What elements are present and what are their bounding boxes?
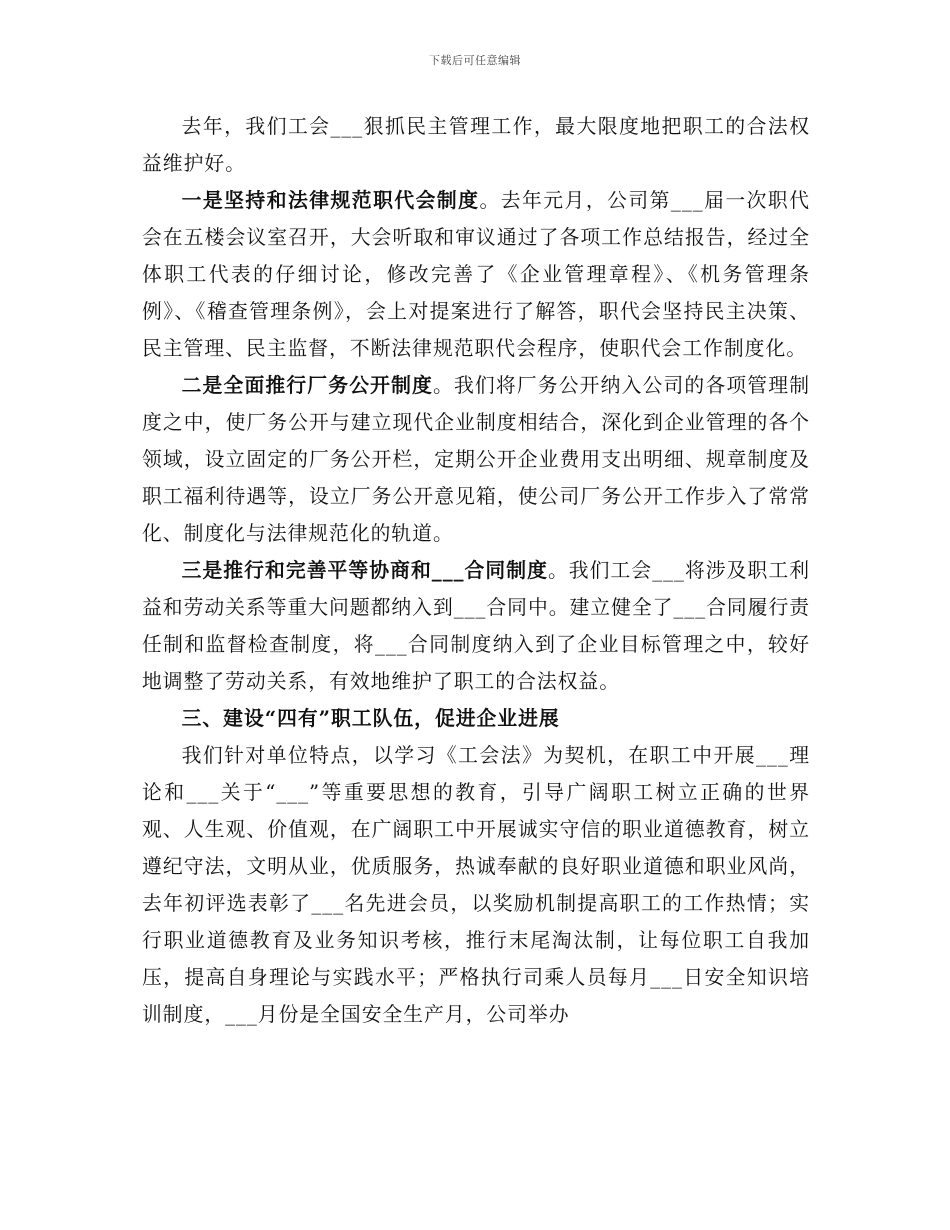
paragraph-4 bbox=[142, 552, 810, 700]
paragraph-2-text: 。去年元月，公司第___届一次职代会在五楼会议室召开，大会听取和审议通过了各项工作总结报告，经过全体职工代表的仔细讨论，修改完善了《企业管理章程》、《机务管理条例》、《稽查管理条例》，会上对提案进行了解答，职代会坚持民主决策、民主管理、民主监督，不断法律规范职代会程序，使职代会工作制度化。 bbox=[142, 189, 810, 360]
document-body bbox=[142, 108, 810, 1033]
section-heading-text: 三、建设“四有”职工队伍，促进企业进展 bbox=[181, 706, 560, 730]
paragraph-5-text: 我们针对单位特点，以学习《工会法》为契机，在职工中开展___理论和___关于“___”等重要思想的教育，引导广阔职工树立正确的世界观、人生观、价值观，在广阔职工中开展诚实守信的职业道德教育，树立遵纪守法，文明从业，优质服务，热诚奉献的良好职业道德和职业风尚，去年初评选表彰了___名先进会员，以奖励机制提高职工的工作热情；实行职业道德教育及业务知识考核，推行末尾淘汰制，让每位职工自我加压，提高自身理论与实践水平；严格执行司乘人员每月___日安全知识培训制度，___月份是全国安全生产月，公司举办 bbox=[142, 744, 810, 1026]
paragraph-3 bbox=[142, 367, 810, 552]
page-header: 下载后可任意编辑 bbox=[429, 54, 521, 67]
section-heading bbox=[142, 700, 810, 737]
paragraph-4-heading: 三是推行和完善平等协商和___合同制度 bbox=[181, 558, 548, 582]
paragraph-1-text: 去年，我们工会___狠抓民主管理工作，最大限度地把职工的合法权益维护好。 bbox=[142, 115, 810, 175]
paragraph-2-heading: 一是坚持和法律规范职代会制度 bbox=[181, 188, 480, 212]
paragraph-5 bbox=[142, 737, 810, 1033]
paragraph-2 bbox=[142, 182, 810, 367]
paragraph-1 bbox=[142, 108, 810, 182]
paragraph-3-heading: 二是全面推行厂务公开制度 bbox=[181, 373, 434, 397]
paragraph-3-text: 。我们将厂务公开纳入公司的各项管理制度之中，使厂务公开与建立现代企业制度相结合，深化到企业管理的各个领域，设立固定的厂务公开栏，定期公开企业费用支出明细、规章制度及职工福利待遇等，设立厂务公开意见箱，使公司厂务公开工作步入了常常化、制度化与法律规范化的轨道。 bbox=[142, 374, 810, 545]
paragraph-4-text: 。我们工会___将涉及职工利益和劳动关系等重大问题都纳入到___合同中。建立健全了___合同履行责任制和监督检查制度，将___合同制度纳入到了企业目标管理之中，较好地调整了劳动关系，有效地维护了职工的合法权益。 bbox=[142, 559, 811, 693]
